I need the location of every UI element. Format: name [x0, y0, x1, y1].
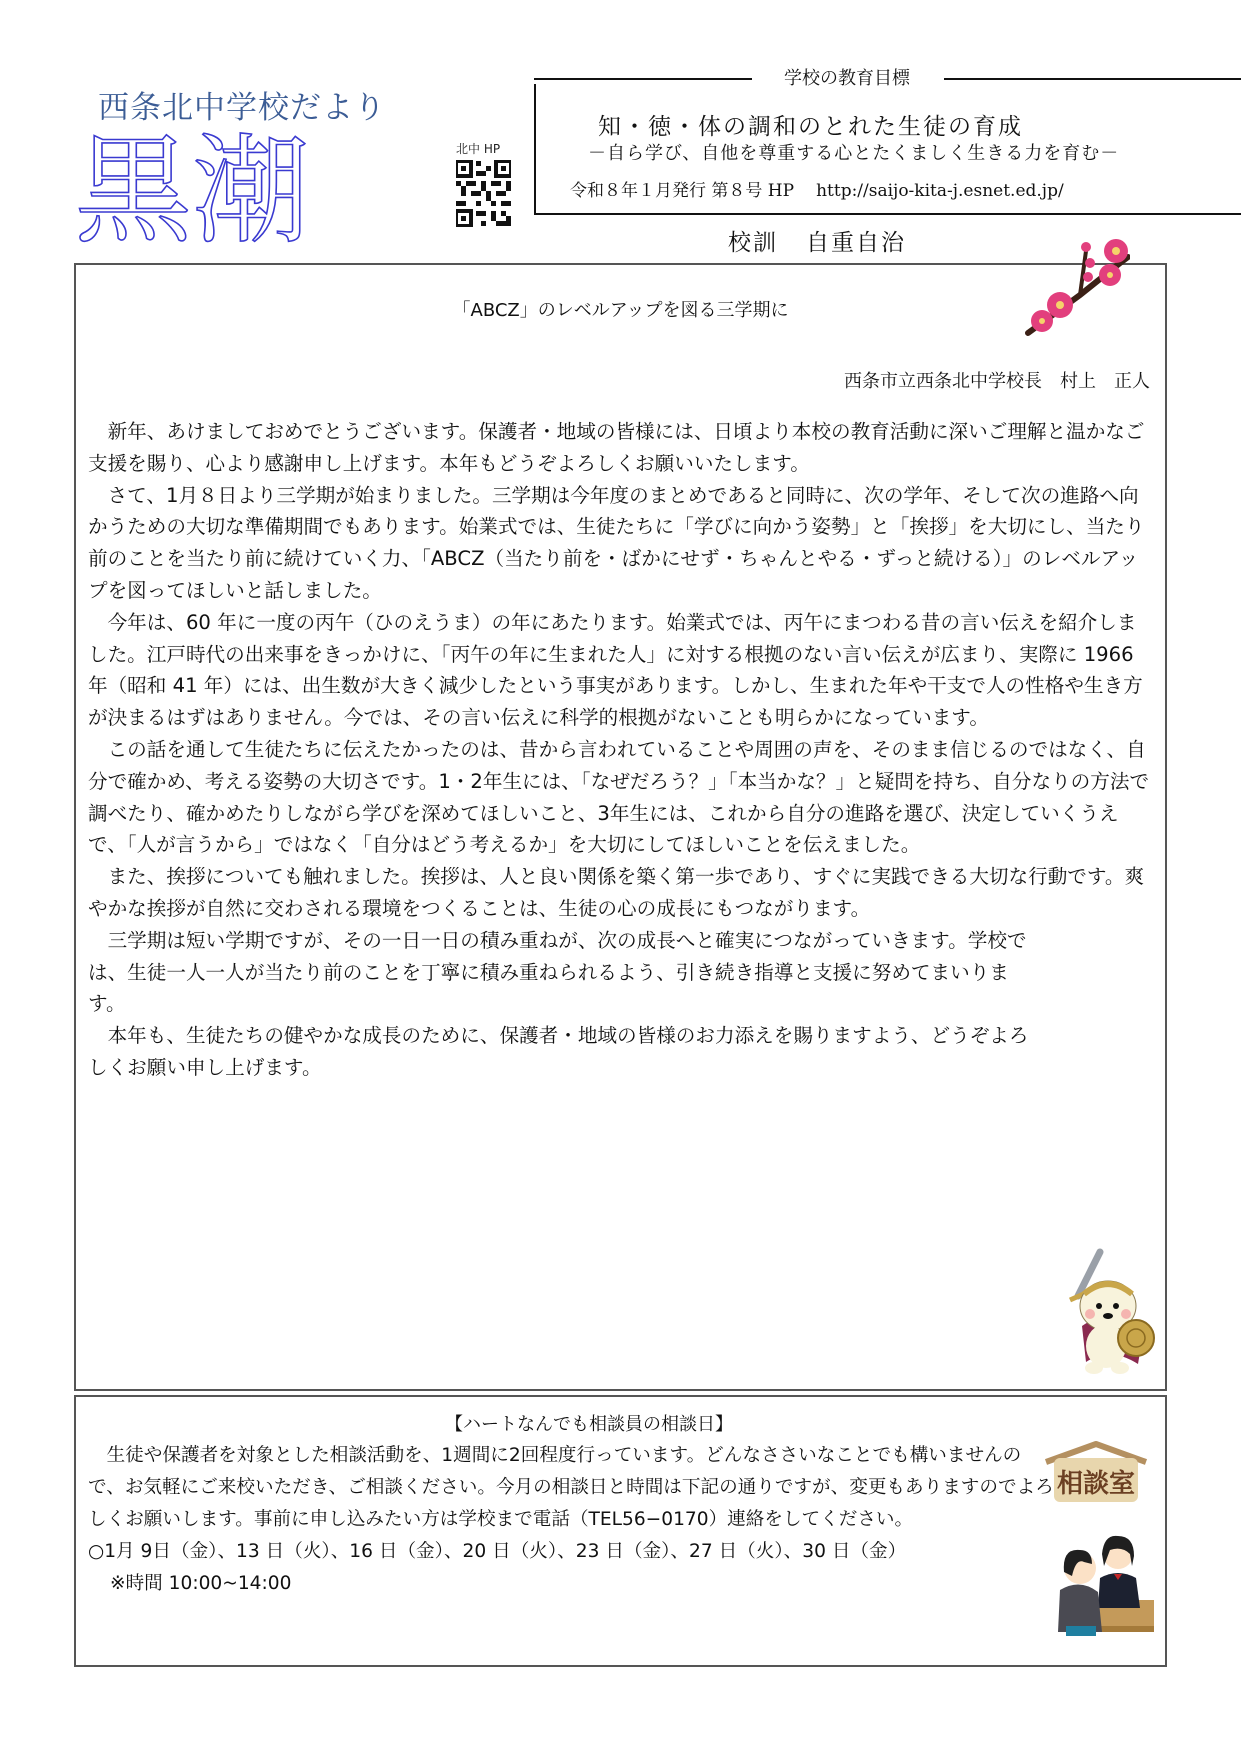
plum-blossom-icon [1020, 233, 1130, 338]
consultation-time: ※時間 10:00~14:00 [110, 1573, 292, 1594]
message-paragraph: 本年も、生徒たちの健やかな成長のために、保護者・地域の皆様のお力添えを賜りますよう、どうぞよろしくお願い申し上げます。 [88, 1024, 1029, 1079]
newsletter-subtitle: 西条北中学校だより [98, 90, 386, 126]
message-paragraph: 三学期は短い学期ですが、その一日一日の積み重ねが、次の成長へと確実につながっていきます。学校では、生徒一人一人が当たり前のことを丁寧に積み重ねられるよう、引き続き指導と支援に努めてまいります。 [88, 928, 1027, 1016]
consultation-body [88, 1440, 1058, 1600]
motto-label: 校訓 [728, 230, 778, 256]
sign-text: 相談室 [1056, 1469, 1136, 1499]
consultation-title: 【ハートなんでも相談員の相談日】 [445, 1414, 733, 1435]
goal-main-text: 知・徳・体の調和のとれた生徒の育成 [598, 114, 1023, 140]
caption-rule-left [534, 78, 752, 80]
bear-mascot-icon [1060, 1246, 1160, 1376]
logo-text: 黒潮 [74, 128, 311, 250]
issue-info [570, 176, 1064, 201]
message-body [88, 416, 1154, 1084]
message-title: 「ABCZ」のレベルアップを図る三学期に [452, 300, 789, 321]
school-url-link[interactable]: http://saijo-kita-j.esnet.ed.jp/ [816, 181, 1064, 201]
consultation-description: 生徒や保護者を対象とした相談活動を、1週間に2回程度行っています。どんなささいなことでも構いませんので、お気軽にご来校いただき、ご相談ください。今月の相談日と時間は下記の通りですが、変更もありますのでよろしくお願いします。事前に申し込みたい方は学校まで電話（TEL56−0170）連絡をしてください。 [88, 1445, 1054, 1530]
message-paragraph: 今年は、60 年に一度の丙午（ひのえうま）の年にあたります。始業式では、丙午にまつわる昔の言い伝えを紹介しました。江戸時代の出来事をきっかけに、「丙午の年に生まれた人」に対する根拠のない言い伝えが広まり、実際に 1966 年（昭和 41 年）には、出生数が大きく減少したという事実があります。しかし、生まれた年や干支で人の性格や生き方が決まるはずはありません。今では、その言い伝えに科学的根拠がないことも明らかになっています。 [88, 610, 1143, 730]
message-paragraph: 新年、あけましておめでとうございます。保護者・地域の皆様には、日頃より本校の教育活動に深いご理解と温かなご支援を賜り、心より感謝申し上げます。本年もどうぞよろしくお願いいたします。 [88, 420, 1145, 475]
message-paragraph: また、挨拶についても触れました。挨拶は、人と良い関係を築く第一歩であり、すぐに実践できる大切な行動です。爽やかな挨拶が自然に交わされる環境をつくることは、生徒の心の成長にもつながります。 [88, 865, 1145, 920]
message-author: 西条市立西条北中学校長 村上 正人 [844, 371, 1150, 392]
motto-value: 自重自治 [806, 230, 906, 256]
kuroshio-logo-icon [72, 128, 392, 250]
school-motto [728, 224, 906, 257]
newsletter-title-logo [72, 128, 392, 250]
goals-caption [534, 64, 1241, 89]
consultation-room-sign-icon [1042, 1440, 1150, 1506]
issue-number: 令和８年１月発行 第８号 HP [570, 181, 795, 201]
qr-code-icon[interactable] [456, 160, 511, 227]
hp-label: 北中 HP [456, 142, 501, 156]
goals-caption-label: 学校の教育目標 [784, 68, 910, 89]
goal-sub-text: －自ら学び、自他を尊重する心とたくましく生きる力を育む－ [588, 143, 1120, 164]
caption-rule-right [944, 78, 1241, 80]
message-paragraph: この話を通して生徒たちに伝えたかったのは、昔から言われていることや周囲の声を、そのまま信じるのではなく、自分で確かめ、考える姿勢の大切さです。1・2年生には、「なぜだろう？」「本当かな？」と疑問を持ち、自分なりの方法で調べたり、確かめたりしながら学びを深めてほしいこと、3年生には、これから自分の進路を選び、決定していくうえで、「人が言うから」ではなく「自分はどう考えるか」を大切にしてほしいことを伝えました。 [88, 737, 1150, 857]
consultation-dates: ○1月 9日（金）、13 日（火）、16 日（金）、20 日（火）、23 日（金）、27 日（火）、30 日（金） [88, 1541, 907, 1562]
counseling-people-icon [1052, 1528, 1158, 1640]
message-paragraph: さて、1月８日より三学期が始まりました。三学期は今年度のまとめであると同時に、次の学年、そして次の進路へ向かうための大切な準備期間でもあります。始業式では、生徒たちに「学びに向かう姿勢」と「挨拶」を大切にし、当たり前のことを当たり前に続けていく力、「ABCZ（当たり前を・ばかにせず・ちゃんとやる・ずっと続ける）」のレベルアップを図ってほしいと話しました。 [88, 483, 1145, 602]
